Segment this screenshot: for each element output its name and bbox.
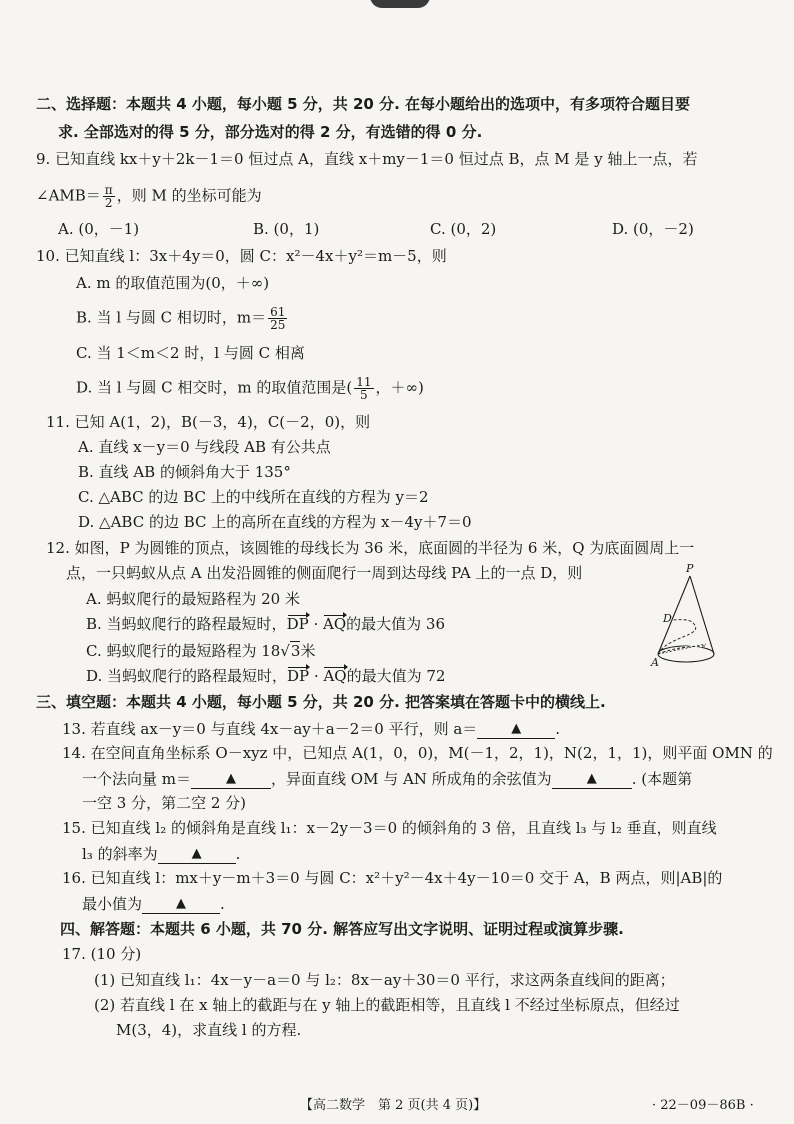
q9-option-a: A. (0，－1)	[58, 220, 140, 238]
exam-code: · 22－09－86B ·	[652, 1098, 754, 1113]
q17-part-2-cont: M(3，4)，求直线 l 的方程.	[116, 1021, 302, 1039]
vector-dp: DP	[286, 615, 309, 633]
q14-stem: 14. 在空间直角坐标系 O－xyz 中，已知点 A(1，0，0)，M(－1，2，1)，N(2，1，1)，则平面 OMN 的	[62, 744, 773, 762]
q10-stem: 10. 已知直线 l：3x＋4y＝0，圆 C：x²－4x＋y²＝m－5，则	[36, 247, 447, 265]
q17-part-1: (1) 已知直线 l₁：4x－y－a＝0 与 l₂：8x－ay＋30＝0 平行，求这两条直线间的距离；	[94, 971, 675, 989]
q14-scoring-note: 一空 3 分，第二空 2 分)	[82, 794, 247, 812]
q9-option-c: C. (0，2)	[430, 220, 497, 238]
q10-option-b: B. 当 l 与圆 C 相切时，m＝ $\frac{61}{25}$	[76, 305, 286, 332]
q17-heading: 17. (10 分)	[62, 945, 142, 963]
q12-option-a: A. 蚂蚁爬行的最短路程为 20 米	[86, 590, 300, 608]
q9-stem-cont: ∠AMB＝ $\frac{\pi}{2}$ ，则 M 的坐标可能为	[36, 183, 262, 210]
label-a: A	[651, 656, 659, 669]
q11-stem: 11. 已知 A(1，2)，B(－3，4)，C(－2，0)，则	[46, 413, 371, 431]
q16-stem-cont: 最小值为 ▲ .	[82, 895, 225, 913]
q9-option-d: D. (0，－2)	[612, 220, 694, 238]
q11-option-d: D. △ABC 的边 BC 上的高所在直线的方程为 x－4y＋7＝0	[78, 513, 472, 531]
q9-stem: 9. 已知直线 kx＋y＋2k－1＝0 恒过点 A，直线 x＋my－1＝0 恒过点 B，点 M 是 y 轴上一点，若	[36, 150, 698, 168]
label-d: D	[663, 612, 672, 625]
q12-stem: 12. 如图，P 为圆锥的顶点，该圆锥的母线长为 36 米，底面圆的半径为 6 米，Q 为底面圆周上一	[46, 539, 695, 557]
q10-option-d: D. 当 l 与圆 C 相交时，m 的取值范围是( $\frac{11}{5}$ ，＋∞)	[76, 375, 424, 402]
q17-part-2: (2) 若直线 l 在 x 轴上的截距与在 y 轴上的截距相等，且直线 l 不经过坐标原点，但经过	[94, 996, 680, 1014]
q10-option-a: A. m 的取值范围为(0，＋∞)	[76, 274, 270, 292]
q15-answer-blank[interactable]: ▲	[158, 843, 236, 864]
label-p: P	[686, 562, 694, 575]
section-4-title: 四、解答题：本题共 6 小题，共 70 分. 解答应写出文字说明、证明过程或演算步骤.	[60, 920, 624, 938]
q12-stem-cont: 点，一只蚂蚁从点 A 出发沿圆锥的侧面爬行一周到达母线 PA 上的一点 D，则	[66, 564, 583, 582]
q16-stem: 16. 已知直线 l：mx＋y－m＋3＝0 与圆 C：x²＋y²－4x＋4y－10＝0 交于 A，B 两点，则|AB|的	[62, 869, 723, 887]
q11-option-a: A. 直线 x－y＝0 与线段 AB 有公共点	[78, 438, 331, 456]
q14-answer-blank-2[interactable]: ▲	[552, 768, 632, 789]
q12-option-b: B. 当蚂蚁爬行的路程最短时，DP · AQ的最大值为 36	[86, 615, 445, 633]
q15-stem: 15. 已知直线 l₂ 的倾斜角是直线 l₁：x－2y－3＝0 的倾斜角的 3 倍，且直线 l₃ 与 l₂ 垂直，则直线	[62, 819, 717, 837]
pi-over-2-fraction: $\frac{\pi}{2}$	[104, 183, 113, 210]
cone-figure	[648, 562, 720, 674]
q12-option-c: C. 蚂蚁爬行的最短路程为 18√3米	[86, 642, 316, 660]
q15-stem-cont: l₃ 的斜率为 ▲ .	[82, 845, 241, 863]
q11-option-c: C. △ABC 的边 BC 上的中线所在直线的方程为 y＝2	[78, 488, 429, 506]
section-2-title: 二、选择题：本题共 4 小题，每小题 5 分，共 20 分. 在每小题给出的选项中，有多项符合题目要	[36, 95, 691, 113]
binding-mark	[370, 0, 430, 8]
q13: 13. 若直线 ax－y＝0 与直线 4x－ay＋a－2＝0 平行，则 a＝ ▲ .	[62, 720, 561, 738]
section-2-title-cont: 求. 全部选对的得 5 分，部分选对的得 2 分，有选错的得 0 分.	[58, 123, 483, 141]
q11-option-b: B. 直线 AB 的倾斜角大于 135°	[78, 463, 291, 481]
q10-option-c: C. 当 1＜m＜2 时，l 与圆 C 相离	[76, 344, 305, 362]
section-3-title: 三、填空题：本题共 4 小题，每小题 5 分，共 20 分. 把答案填在答题卡中的横线上.	[36, 693, 606, 711]
q13-answer-blank[interactable]: ▲	[477, 718, 555, 739]
page-footer: 【高二数学 第 2 页(共 4 页)】	[300, 1098, 487, 1113]
q9-option-b: B. (0，1)	[253, 220, 320, 238]
q16-answer-blank[interactable]: ▲	[142, 893, 220, 914]
q14-stem-cont: 一个法向量 m＝ ▲ ，异面直线 OM 与 AN 所成角的余弦值为 ▲ . (本题第	[82, 770, 693, 788]
vector-aq: AQ	[323, 615, 347, 633]
q12-option-d: D. 当蚂蚁爬行的路程最短时，DP · AQ的最大值为 72	[86, 667, 446, 685]
q14-answer-blank-1[interactable]: ▲	[191, 768, 271, 789]
